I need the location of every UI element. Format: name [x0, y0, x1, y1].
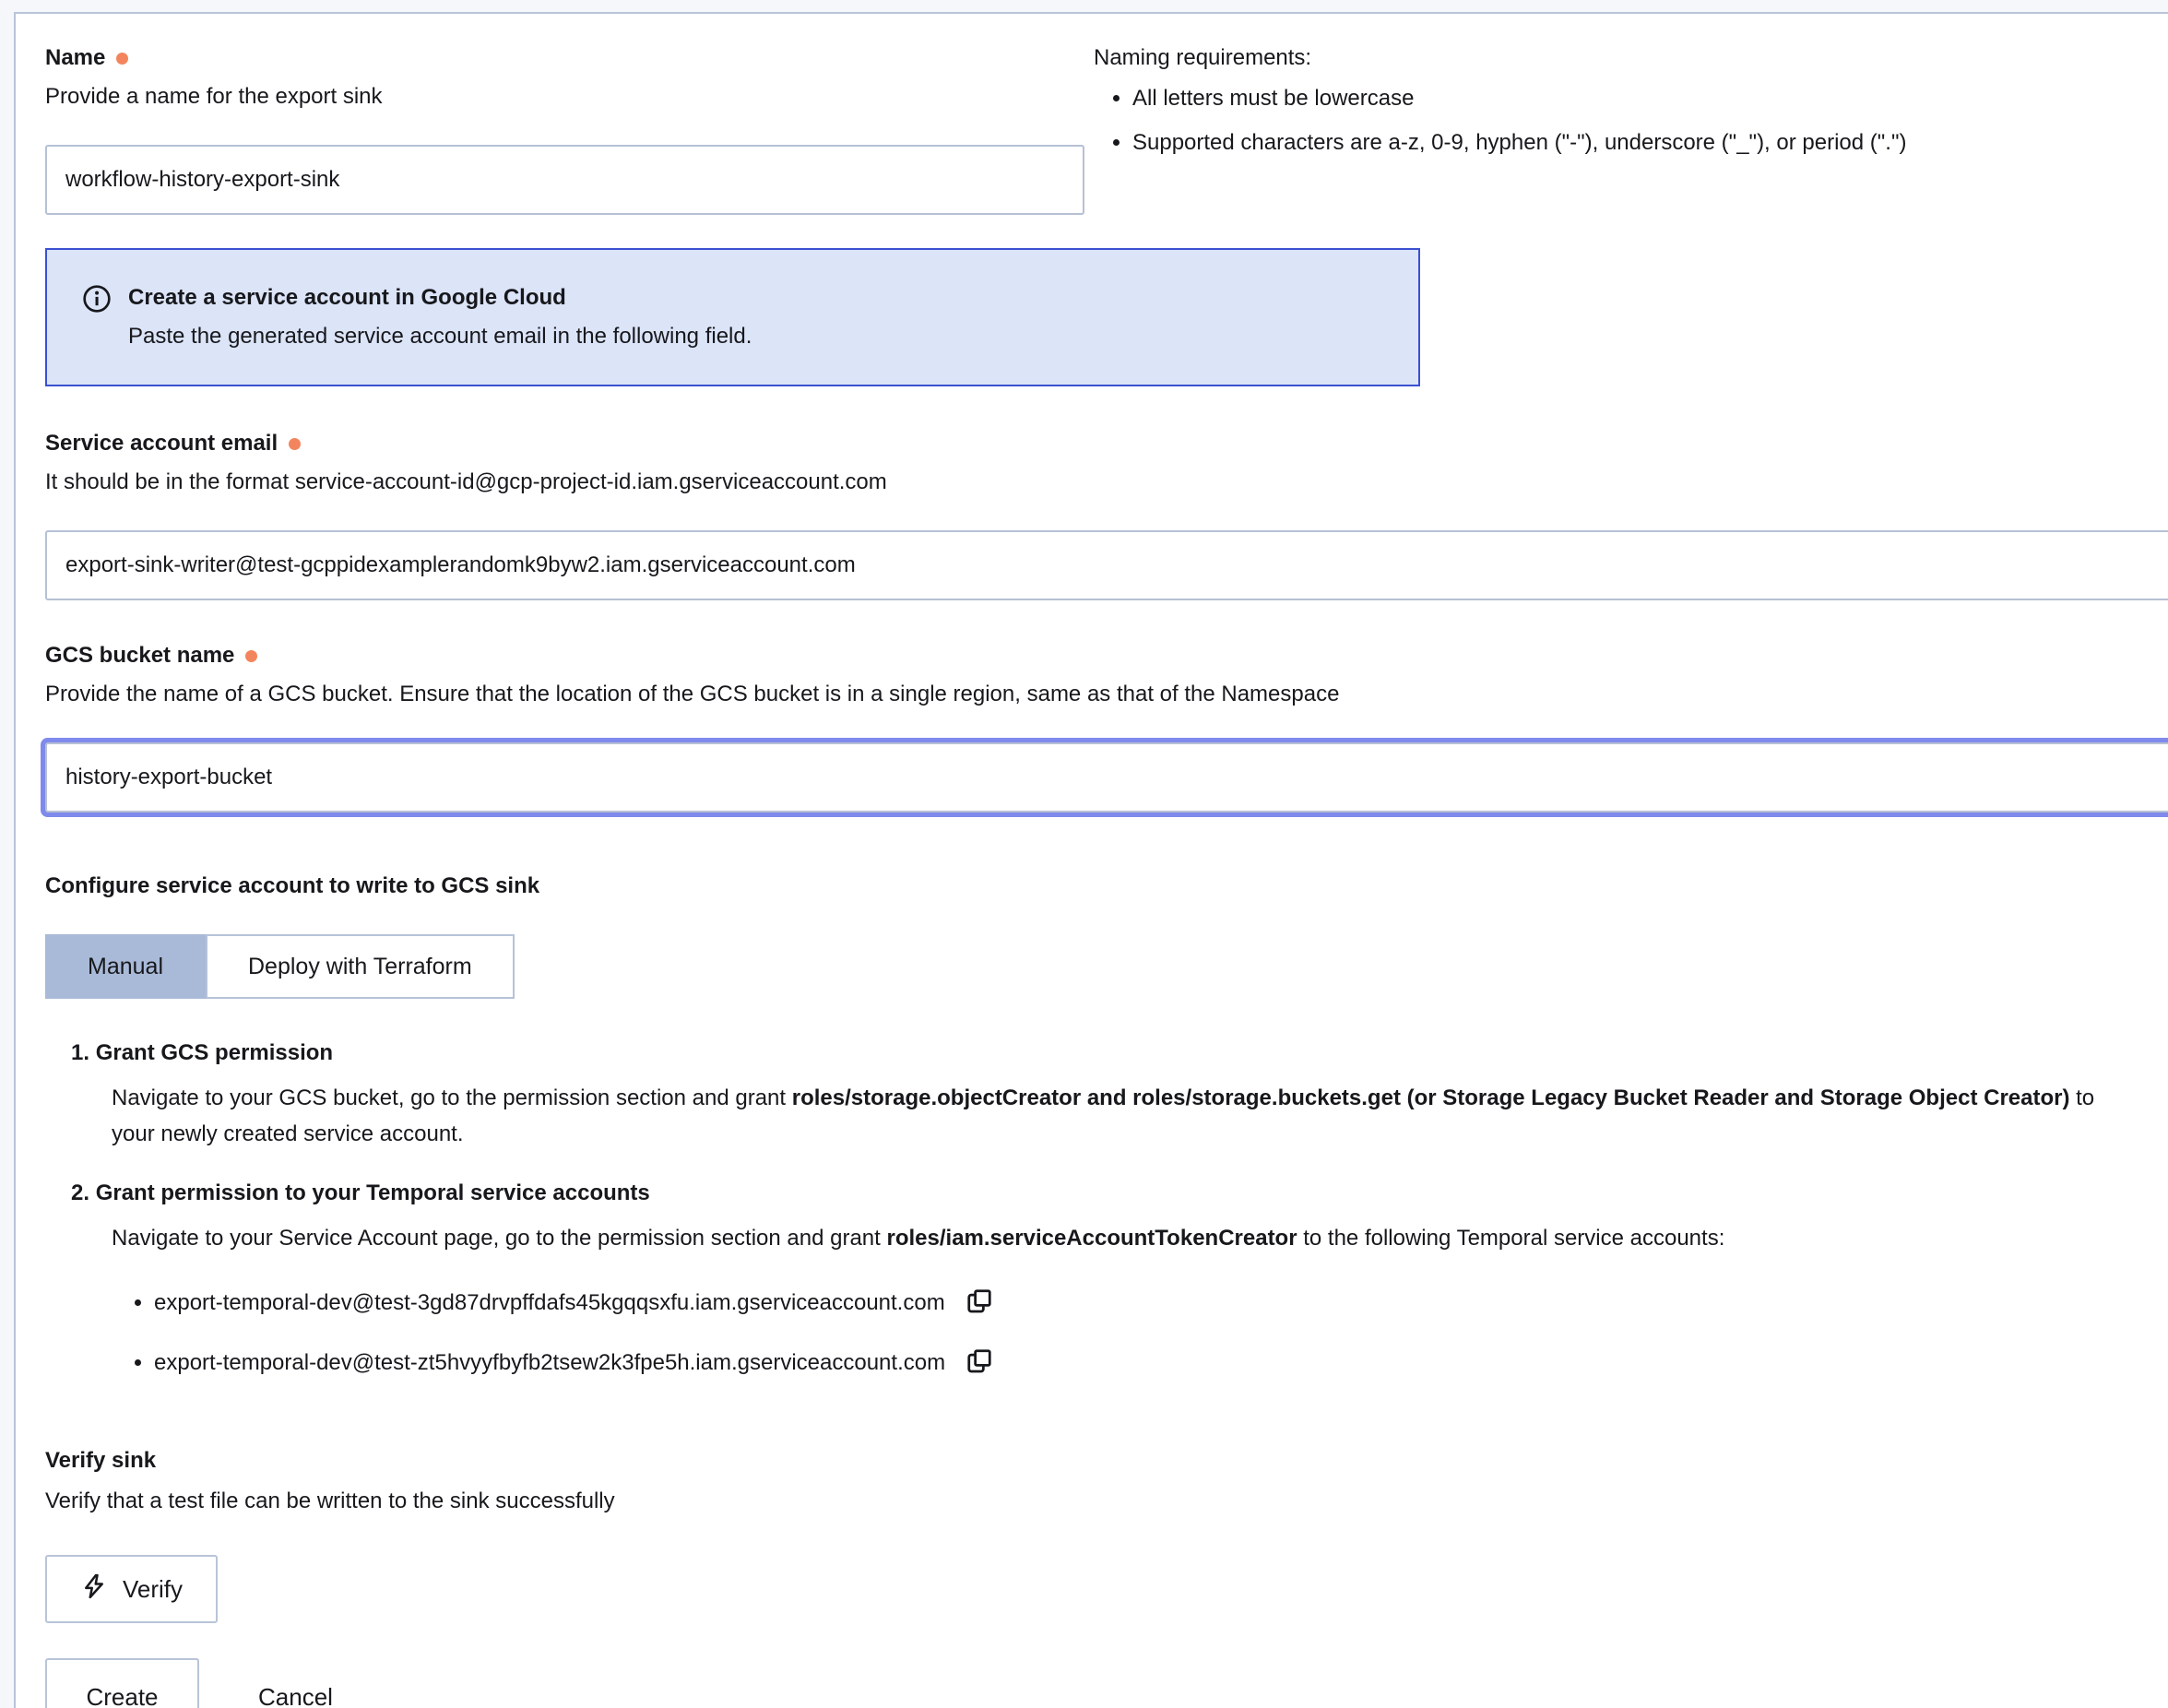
- required-dot: [116, 53, 128, 65]
- bolt-icon: [80, 1572, 108, 1607]
- name-label: Name: [45, 45, 106, 70]
- temporal-service-accounts-list: [112, 1287, 2168, 1378]
- temporal-service-account-item: [154, 1287, 2168, 1318]
- naming-requirements: [1094, 45, 2168, 172]
- step-body: Navigate to your GCS bucket, go to the permission section and grant roles/storage.objectCreator and roles/storage.buckets.get (or Storage Legacy Bucket Reader and Storage Object Creator) to your newly created service account.: [112, 1085, 2095, 1146]
- temporal-service-account-item: [154, 1347, 2168, 1378]
- create-button[interactable]: Create: [45, 1658, 199, 1708]
- verify-sink-title: Verify sink: [45, 1448, 157, 1473]
- service-account-email-group: [45, 431, 2168, 600]
- temporal-service-account-email: • export-temporal-dev@test-zt5hvyyfbyfb2tsew2k3fpe5h.iam.gserviceaccount.com: [154, 1349, 946, 1375]
- verify-button[interactable]: [45, 1555, 218, 1623]
- service-account-info-box: [45, 248, 1420, 386]
- name-helper-text: Provide a name for the export sink: [45, 84, 383, 109]
- required-dot: [245, 650, 257, 662]
- info-icon: [82, 284, 112, 320]
- step-title: Grant permission to your Temporal service accounts: [95, 1180, 650, 1205]
- naming-requirement-item: • All letters must be lowercase: [1132, 84, 2168, 113]
- manual-steps: [45, 1038, 2168, 1378]
- copy-icon: [966, 1347, 993, 1378]
- step-title: Grant GCS permission: [95, 1040, 334, 1065]
- cancel-button[interactable]: Cancel: [258, 1683, 333, 1708]
- step-body: Navigate to your Service Account page, go to the permission section and grant roles/iam.serviceAccountTokenCreator to the following Temporal service accounts:: [112, 1226, 1725, 1251]
- service-account-email-helper: It should be in the format service-account-id@gcp-project-id.iam.gserviceaccount.com: [45, 469, 887, 494]
- step-grant-temporal-permission: [95, 1178, 2168, 1378]
- required-dot: [289, 438, 301, 450]
- form-actions: [45, 1658, 2168, 1708]
- gcs-bucket-input[interactable]: [45, 742, 2168, 812]
- verify-sink-helper: Verify that a test file can be written to the sink successfully: [45, 1489, 615, 1513]
- export-sink-form-panel: [14, 12, 2168, 1708]
- verify-button-label: Verify: [123, 1574, 184, 1603]
- gcs-bucket-group: [45, 643, 2168, 812]
- temporal-service-account-email: • export-temporal-dev@test-3gd87drvpffdafs45kgqqsxfu.iam.gserviceaccount.com: [154, 1289, 945, 1315]
- tab-manual[interactable]: Manual: [45, 934, 206, 999]
- service-account-email-input[interactable]: [45, 530, 2168, 600]
- top-row: [45, 45, 2168, 215]
- tab-deploy-terraform[interactable]: Deploy with Terraform: [206, 934, 515, 999]
- info-box-title: Create a service account in Google Cloud: [128, 285, 566, 310]
- verify-sink-section: [45, 1448, 2168, 1623]
- service-account-email-label: Service account email: [45, 431, 278, 456]
- name-field-group: [45, 45, 1084, 215]
- naming-requirements-title: Naming requirements:: [1094, 45, 1312, 70]
- configure-tabs: [45, 934, 2168, 999]
- step-grant-gcs-permission: [95, 1038, 2168, 1152]
- sink-name-input[interactable]: [45, 145, 1084, 215]
- copy-icon: [966, 1287, 993, 1318]
- naming-requirement-item: • Supported characters are a-z, 0-9, hyphen ("-"), underscore ("_"), or period ("."): [1132, 128, 2168, 158]
- copy-button[interactable]: [966, 1287, 993, 1318]
- copy-button[interactable]: [966, 1347, 993, 1378]
- info-box-body: Paste the generated service account email in the following field.: [128, 324, 752, 349]
- gcs-bucket-helper: Provide the name of a GCS bucket. Ensure that the location of the GCS bucket is in a single region, same as that of the Namespace: [45, 682, 1340, 706]
- configure-section-title: Configure service account to write to GCS sink: [45, 873, 540, 898]
- gcs-bucket-label: GCS bucket name: [45, 643, 235, 668]
